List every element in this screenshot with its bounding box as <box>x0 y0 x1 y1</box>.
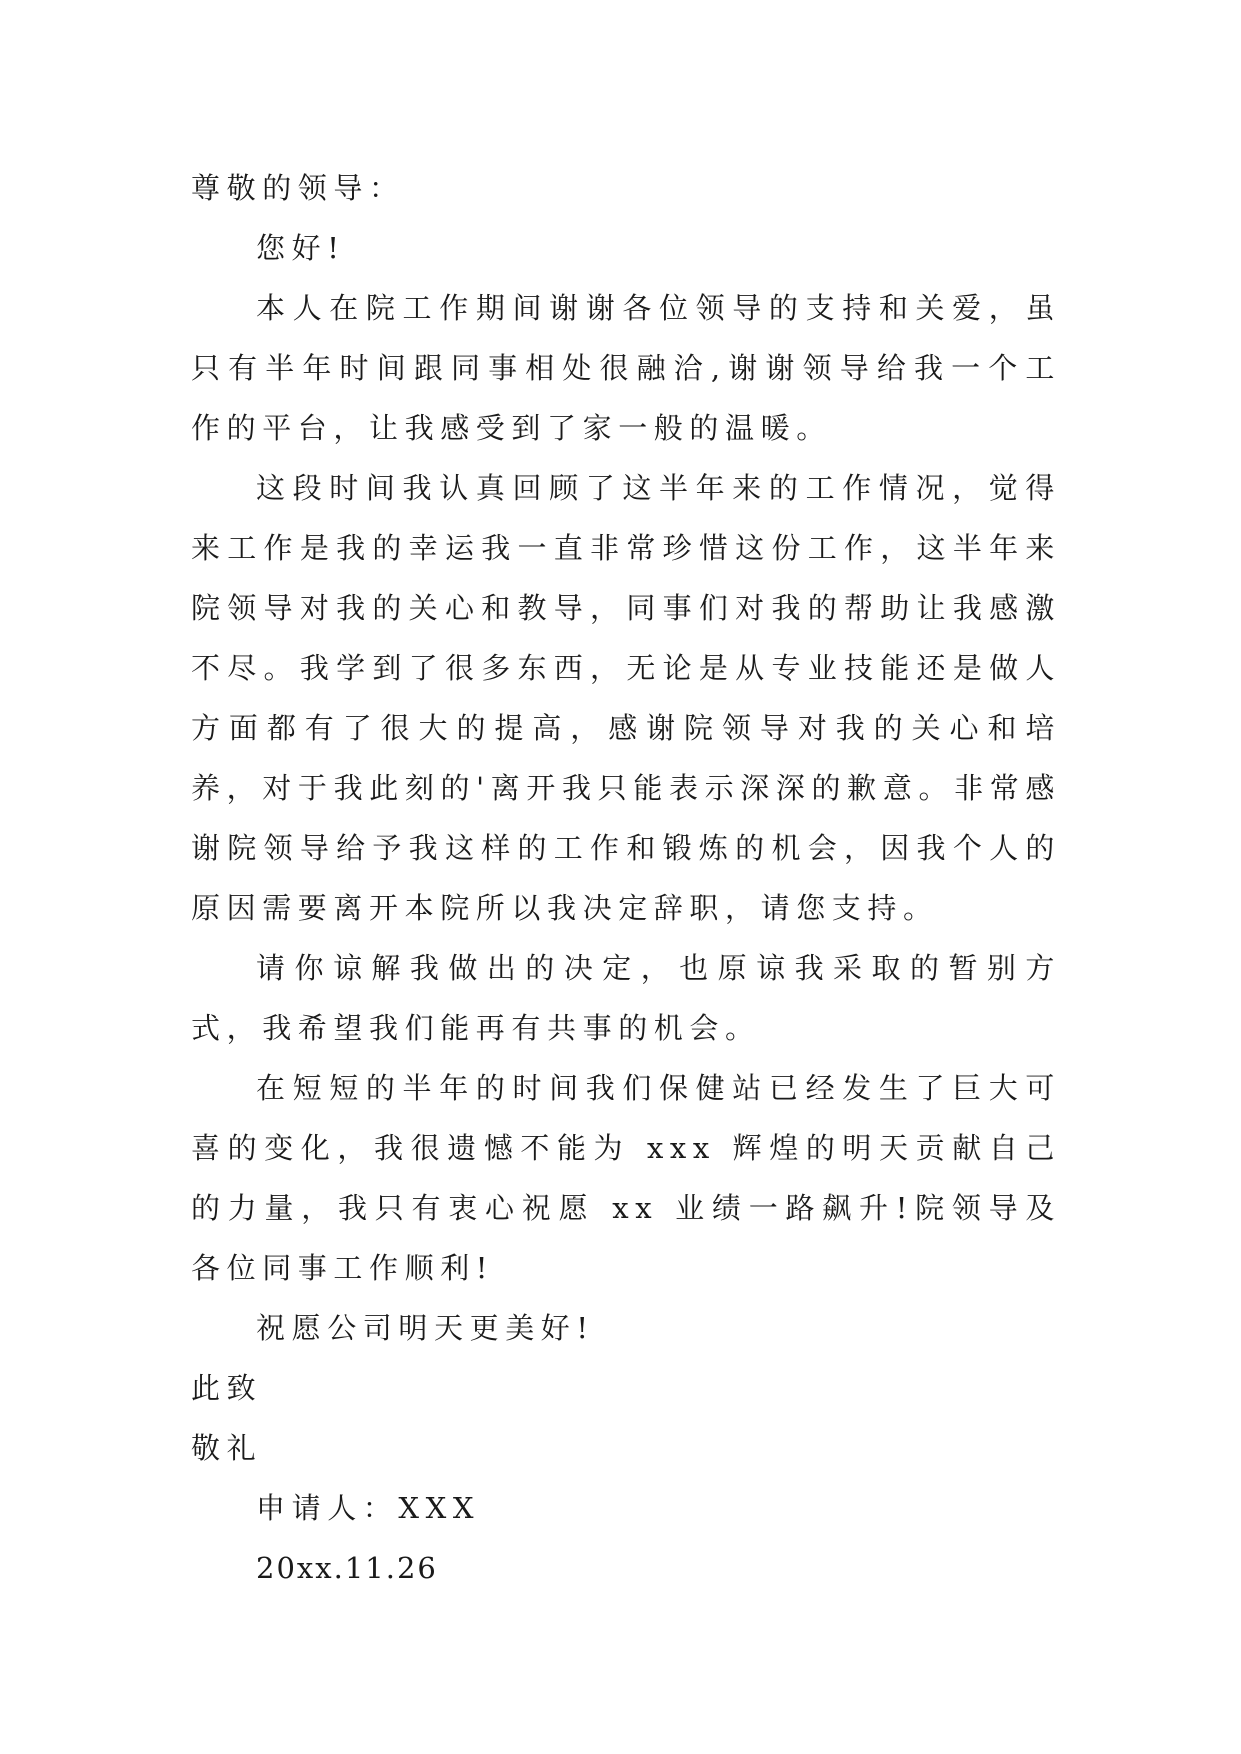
letter-body <box>191 158 1061 1598</box>
wish-line: 祝愿公司明天更美好! <box>256 1311 595 1345</box>
closing-ci-zhi: 此致 <box>191 1371 263 1405</box>
paragraph-reflection: 这段时间我认真回顾了这半年来的工作情况，觉得来工作是我的幸运我一直非常珍惜这份工作，这半年来院领导对我的关心和教导，同事们对我的帮助让我感激不尽。我学到了很多东西，无论是从专业技能还是做人方面都有了很大的提高，感谢院领导对我的关心和培养，对于我此刻的'离开我只能表示深深的歉意。非常感谢院领导给予我这样的工作和锻炼的机会，因我个人的原因需要离开本院所以我决定辞职，请您支持。 <box>191 471 1061 925</box>
paragraph-understanding: 请你谅解我做出的决定，也原谅我采取的暂别方式，我希望我们能再有共事的机会。 <box>191 951 1061 1045</box>
closing-jing-li: 敬礼 <box>191 1431 263 1465</box>
greeting: 您好! <box>256 231 346 265</box>
paragraph-wishes: 在短短的半年的时间我们保健站已经发生了巨大可喜的变化，我很遗憾不能为 xxx 辉煌的明天贡献自己的力量，我只有衷心祝愿 xx 业绩一路飙升!院领导及各位同事工作顺利! <box>191 1071 1061 1285</box>
applicant-signature: 申请人：XXX <box>256 1491 481 1525</box>
paragraph-thanks: 本人在院工作期间谢谢各位领导的支持和关爱，虽只有半年时间跟同事相处很融洽,谢谢领导给我一个工作的平台，让我感受到了家一般的温暖。 <box>191 291 1061 445</box>
salutation: 尊敬的领导： <box>191 171 405 205</box>
letter-date: 20xx.11.26 <box>256 1551 438 1585</box>
